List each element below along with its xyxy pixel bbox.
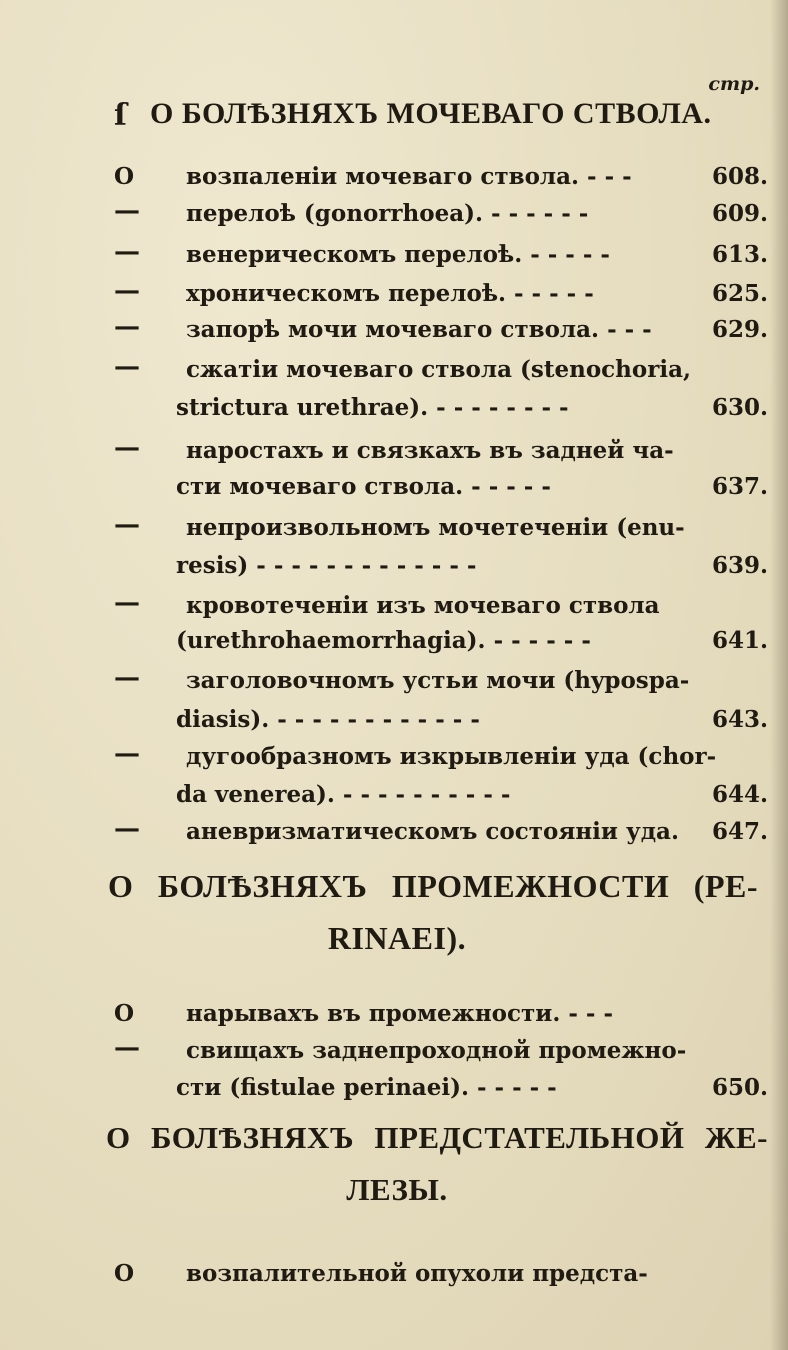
entry-text: сти мочеваго ствола. - - - - - (176, 473, 551, 500)
entry-lead: — (114, 1033, 140, 1063)
entry-page: 613. (711, 241, 768, 268)
entry-page: 641. (711, 627, 768, 654)
entry-text: сти (fistulae perinaei). - - - - - (176, 1074, 557, 1101)
entry-text: кровотеченіи изъ мочеваго ствола (186, 592, 660, 619)
section-title-urethra: О БОЛѢЗНЯХЪ МОЧЕВАГО СТВОЛА. (150, 97, 712, 130)
entry-text: венерическомъ перелоѣ. - - - - - (186, 241, 610, 268)
entry-text: diasis). - - - - - - - - - - - - (176, 706, 480, 733)
entry-text: наростахъ и связкахъ въ задней ча- (186, 437, 674, 464)
entry-lead: — (114, 814, 140, 844)
entry-page: 630. (711, 394, 768, 421)
entry-page: 637. (711, 473, 768, 500)
entry-text: da venerea). - - - - - - - - - - (176, 781, 511, 808)
entry-text: дугообразномъ изкрывленіи уда (chor- (186, 743, 717, 770)
entry-lead: — (114, 196, 140, 226)
entry-page: 644. (711, 781, 768, 808)
entry-text: запорѣ мочи мочеваго ствола. - - - (186, 316, 652, 343)
entry-lead: — (114, 237, 140, 267)
entry-text: свищахъ заднепроходной промежно- (186, 1037, 687, 1064)
entry-lead: О (114, 1260, 135, 1287)
page-column-label: стр. (708, 73, 760, 95)
entry-page: 609. (711, 200, 768, 227)
entry-text: заголовочномъ устьи мочи (hypospa- (186, 667, 690, 694)
section-title-prostate-line1: О БОЛѢЗНЯХЪ ПРЕДСТАТЕЛЬНОЙ ЖЕ- (106, 1120, 768, 1155)
entry-text: хроническомъ перелоѣ. - - - - - (186, 280, 594, 307)
entry-lead: О (114, 163, 135, 190)
entry-lead: — (114, 433, 140, 463)
entry-text: возпалительной опухоли предста- (186, 1260, 648, 1287)
entry-lead: — (114, 352, 140, 382)
section-title-perineum-line2: RINAEI). (327, 920, 467, 956)
entry-page: 643. (711, 706, 768, 733)
entry-text: resis) - - - - - - - - - - - - - (176, 552, 477, 579)
entry-lead: — (114, 663, 140, 693)
entry-lead: — (114, 276, 140, 306)
entry-text: сжатіи мочеваго ствола (stenochoria, (186, 356, 691, 383)
entry-text: возпаленіи мочеваго ствола. - - - (186, 163, 632, 190)
entry-lead: — (114, 739, 140, 769)
entry-page: 629. (711, 316, 768, 343)
entry-lead: — (114, 312, 140, 342)
entry-text: непроизвольномъ мочетеченіи (enu- (186, 514, 685, 541)
entry-lead: — (114, 510, 140, 540)
page-edge-shadow (770, 0, 788, 1350)
entry-text: перелоѣ (gonorrhoea). - - - - - - (186, 200, 589, 227)
entry-page: 608. (711, 163, 768, 190)
entry-page: 625. (711, 280, 768, 307)
entry-page: 639. (711, 552, 768, 579)
entry-text: strictura urethrae). - - - - - - - - (176, 394, 569, 421)
paragraph-marker: ſ (114, 98, 127, 133)
entry-text: аневризматическомъ состояніи уда. (186, 818, 679, 845)
entry-lead: О (114, 1000, 135, 1027)
entry-page: 647. (711, 818, 768, 845)
entry-text: (urethrohaemorrhagia). - - - - - - (176, 627, 591, 654)
section-title-perineum-line1: О БОЛѢЗНЯХЪ ПРОМЕЖНОСТИ (PE- (108, 868, 758, 904)
entry-text: нарывахъ въ промежности. - - - (186, 1000, 614, 1027)
entry-page: 650. (711, 1074, 768, 1101)
entry-lead: — (114, 588, 140, 618)
section-title-prostate-line2: ЛЕЗЫ. (346, 1172, 448, 1207)
